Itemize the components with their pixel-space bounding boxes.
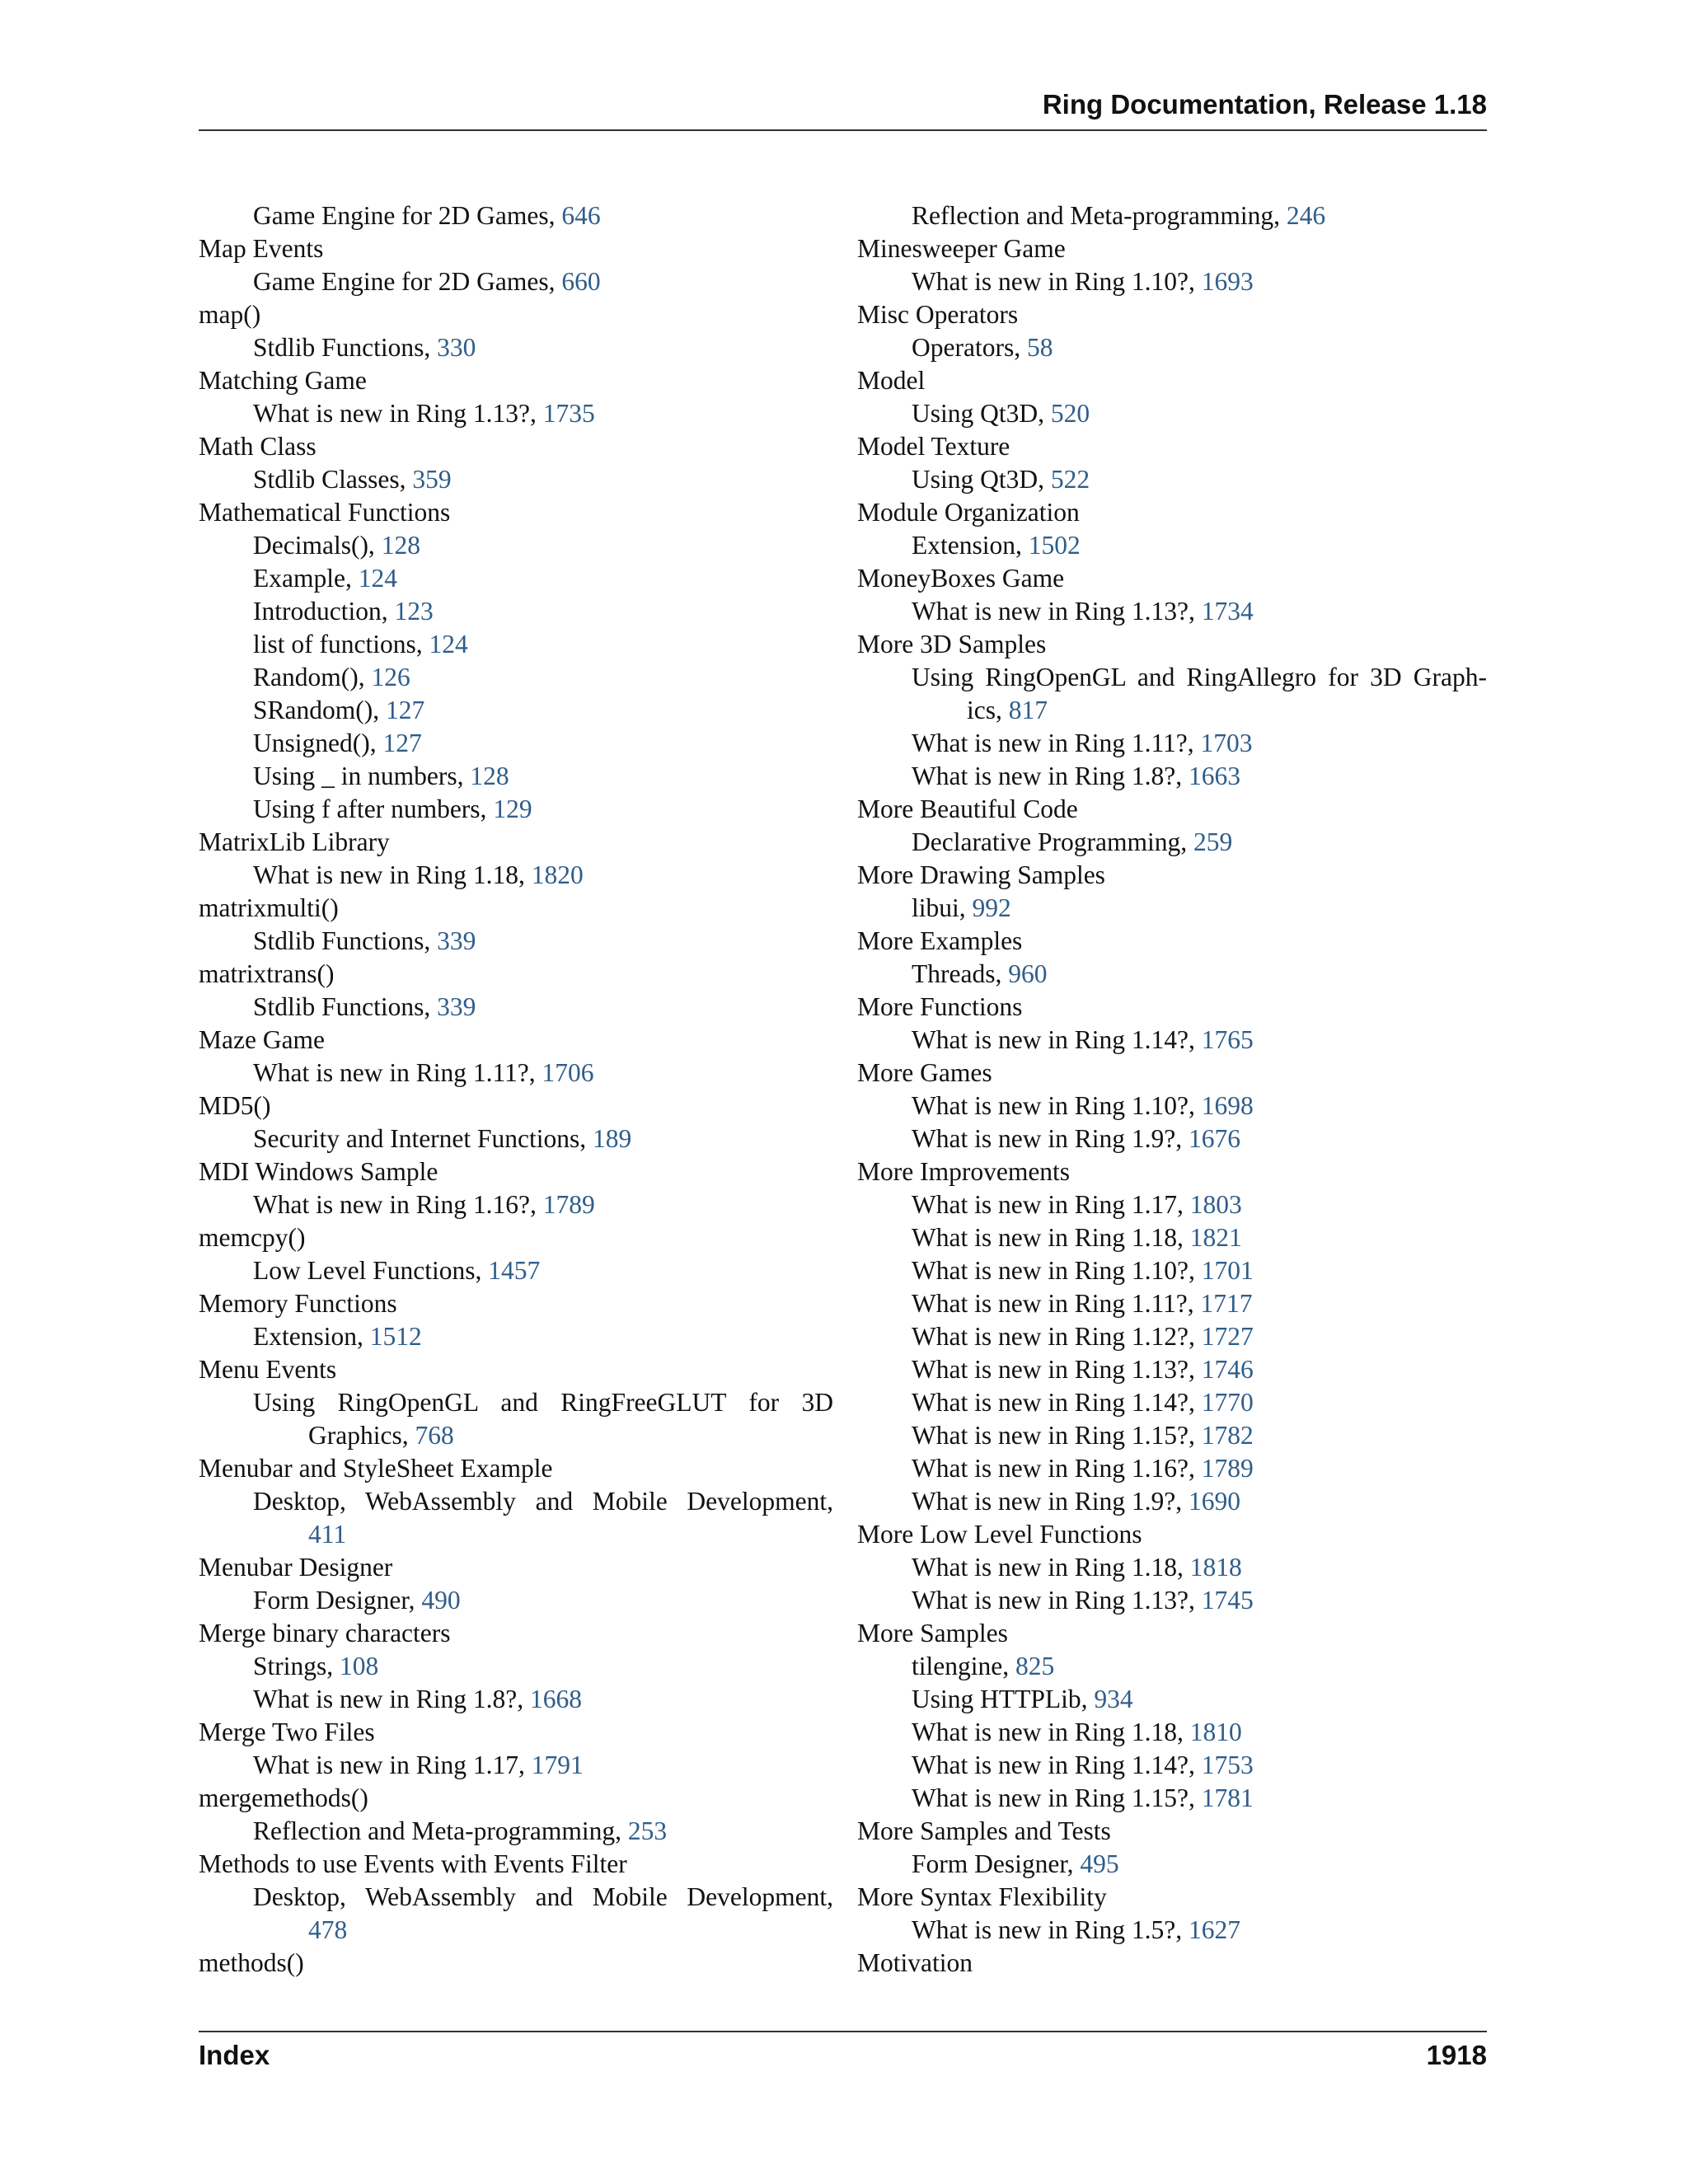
index-subentry (857, 1683, 1487, 1716)
entry-text: Model Texture (857, 432, 1010, 461)
page-link[interactable]: 1502 (1028, 531, 1081, 560)
page-link[interactable]: 189 (593, 1124, 632, 1153)
page-link[interactable]: 339 (437, 926, 476, 955)
index-subentry (857, 397, 1487, 430)
index-subentry (199, 1650, 833, 1683)
entry-text: Desktop, WebAssembly and Mobile Development, (253, 1487, 833, 1516)
entry-text: Threads, (912, 959, 1009, 988)
entry-text: What is new in Ring 1.13?, (912, 597, 1202, 626)
entry-text: Form Designer, (912, 1849, 1081, 1878)
entry-text: matrixmulti() (199, 893, 339, 922)
entry-text: What is new in Ring 1.17, (912, 1190, 1190, 1219)
entry-text: What is new in Ring 1.12?, (912, 1322, 1202, 1351)
entry-text: What is new in Ring 1.17, (253, 1750, 532, 1779)
entry-text: What is new in Ring 1.18, (912, 1553, 1190, 1582)
index-term (199, 958, 833, 991)
page-link[interactable]: 1803 (1189, 1190, 1242, 1219)
index-term (199, 1848, 833, 1881)
page-link[interactable]: 1789 (1201, 1454, 1254, 1483)
page-link[interactable]: 660 (561, 267, 601, 296)
entry-text: Merge Two Files (199, 1718, 375, 1746)
page-link[interactable]: 124 (358, 564, 397, 593)
entry-text: MDI Windows Sample (199, 1157, 438, 1186)
index-subentry (857, 1551, 1487, 1584)
page-link[interactable]: 411 (308, 1520, 347, 1549)
index-term (199, 892, 833, 925)
entry-text: ics, (967, 696, 1009, 724)
index-subentry (857, 1221, 1487, 1254)
page-link[interactable]: 646 (561, 201, 601, 230)
entry-text: Maze Game (199, 1025, 326, 1054)
page-link[interactable]: 1703 (1200, 729, 1253, 757)
index-term (199, 1353, 833, 1386)
page-link[interactable]: 825 (1015, 1652, 1055, 1680)
index-subentry (199, 1485, 833, 1518)
entry-text: Reflection and Meta-programming, (912, 201, 1287, 230)
page-link[interactable]: 1693 (1201, 267, 1254, 296)
entry-text: Using Qt3D, (912, 399, 1051, 428)
entry-text: tilengine, (912, 1652, 1015, 1680)
index-subentry (199, 1881, 833, 1914)
index-subentry (857, 1353, 1487, 1386)
entry-text: Using _ in numbers, (253, 762, 471, 790)
entry-text: Strings, (253, 1652, 340, 1680)
entry-text: Reflection and Meta-programming, (253, 1816, 628, 1845)
entry-text: Desktop, WebAssembly and Mobile Development, (253, 1882, 833, 1911)
page-link[interactable]: 359 (412, 465, 452, 494)
index-term (857, 1947, 1487, 1980)
index-subentry (199, 628, 833, 661)
index-term (857, 1815, 1487, 1848)
entry-text: Graphics, (308, 1421, 415, 1450)
index-term (199, 496, 833, 529)
index-term (199, 232, 833, 265)
entry-text: Stdlib Functions, (253, 992, 438, 1021)
index-subentry (199, 1584, 833, 1617)
page-link[interactable]: 128 (470, 762, 509, 790)
entry-text: MoneyBoxes Game (857, 564, 1065, 593)
entry-text: What is new in Ring 1.8?, (912, 762, 1189, 790)
index-subentry (199, 1320, 833, 1353)
entry-text: Stdlib Functions, (253, 333, 438, 362)
entry-text: Declarative Programming, (912, 827, 1194, 856)
page-link[interactable]: 992 (972, 893, 1011, 922)
entry-text: What is new in Ring 1.14?, (912, 1750, 1202, 1779)
page-link[interactable]: 128 (381, 531, 420, 560)
entry-text: More 3D Samples (857, 630, 1047, 658)
entry-text: map() (199, 300, 261, 329)
page-link[interactable]: 520 (1050, 399, 1090, 428)
index-subentry (199, 562, 833, 595)
entry-text: What is new in Ring 1.18, (912, 1718, 1190, 1746)
index-subentry (857, 1419, 1487, 1452)
page-link[interactable]: 817 (1008, 696, 1048, 724)
entry-text: Extension, (253, 1322, 370, 1351)
page-link[interactable]: 1701 (1201, 1256, 1254, 1285)
index-term (199, 1617, 833, 1650)
index-subentry (199, 1683, 833, 1716)
page-link[interactable]: 253 (627, 1816, 668, 1845)
index-subentry (857, 1782, 1487, 1815)
index-term (857, 628, 1487, 661)
page-link[interactable]: 1810 (1189, 1718, 1242, 1746)
index-term (857, 1155, 1487, 1188)
index-term (199, 1287, 833, 1320)
index-subentry-continuation (199, 1518, 833, 1551)
entry-text: What is new in Ring 1.15?, (912, 1421, 1202, 1450)
entry-text: Model (857, 366, 926, 395)
page-link[interactable]: 1512 (369, 1322, 422, 1351)
footer-section-label: Index (199, 2040, 270, 2070)
entry-text: Game Engine for 2D Games, (253, 267, 562, 296)
header-rule (199, 129, 1487, 131)
index-subentry (857, 661, 1487, 694)
entry-text: Unsigned(), (253, 729, 383, 757)
entry-text: Stdlib Functions, (253, 926, 438, 955)
entry-text: Motivation (857, 1948, 973, 1977)
page-link[interactable]: 127 (386, 696, 425, 724)
entry-text: Extension, (912, 531, 1029, 560)
index-term (199, 1452, 833, 1485)
entry-text: Using RingOpenGL and RingFreeGLUT for 3D (253, 1388, 833, 1417)
page-link[interactable]: 1668 (529, 1685, 582, 1713)
page-link[interactable]: 1818 (1189, 1553, 1242, 1582)
index-subentry (857, 1122, 1487, 1155)
index-term (857, 859, 1487, 892)
page-link[interactable]: 1753 (1201, 1750, 1254, 1779)
entry-text: More Samples (857, 1619, 1008, 1647)
index-subentry (199, 1749, 833, 1782)
entry-text: What is new in Ring 1.13?, (912, 1355, 1202, 1384)
index-subentry (857, 529, 1487, 562)
entry-text: Stdlib Classes, (253, 465, 413, 494)
entry-text: Minesweeper Game (857, 234, 1066, 263)
index-subentry-continuation (857, 694, 1487, 727)
page-link[interactable]: 1627 (1188, 1915, 1240, 1944)
index-term (857, 793, 1487, 826)
index-subentry (857, 760, 1487, 793)
index-subentry (857, 1485, 1487, 1518)
page-link[interactable]: 127 (382, 729, 422, 757)
entry-text: Using RingOpenGL and RingAllegro for 3D Graph- (912, 663, 1487, 691)
entry-text: Using HTTPLib, (912, 1685, 1095, 1713)
page-link[interactable]: 126 (371, 663, 410, 691)
page-link[interactable]: 124 (429, 630, 468, 658)
entry-text: What is new in Ring 1.15?, (912, 1783, 1202, 1812)
page-link[interactable]: 339 (437, 992, 476, 1021)
index-subentry (857, 1287, 1487, 1320)
index-subentry (857, 595, 1487, 628)
entry-text: Menubar and StyleSheet Example (199, 1454, 553, 1483)
entry-text: Menu Events (199, 1355, 337, 1384)
page-link[interactable]: 490 (421, 1586, 461, 1615)
entry-text: Form Designer, (253, 1586, 422, 1615)
index-term (199, 826, 833, 859)
entry-text: What is new in Ring 1.11?, (253, 1058, 542, 1087)
page-link[interactable]: 1663 (1188, 762, 1240, 790)
index-subentry (857, 1320, 1487, 1353)
page-link[interactable]: 259 (1193, 827, 1233, 856)
index-subentry (199, 760, 833, 793)
entry-text: Example, (253, 564, 359, 593)
entry-text: Game Engine for 2D Games, (253, 201, 562, 230)
page-link[interactable]: 129 (493, 794, 532, 823)
index-term (199, 1024, 833, 1057)
index-subentry (199, 529, 833, 562)
index-term (199, 1716, 833, 1749)
index-subentry (857, 463, 1487, 496)
entry-text: Misc Operators (857, 300, 1019, 329)
index-subentry (199, 661, 833, 694)
index-term (857, 1881, 1487, 1914)
index-subentry (857, 1254, 1487, 1287)
entry-text: What is new in Ring 1.16?, (253, 1190, 543, 1219)
index-column-right (857, 199, 1487, 1980)
page-link[interactable]: 1698 (1201, 1091, 1254, 1120)
entry-text: Mathematical Functions (199, 498, 451, 527)
entry-text: What is new in Ring 1.5?, (912, 1915, 1189, 1944)
page-link[interactable]: 1727 (1201, 1322, 1254, 1351)
page-link[interactable]: 246 (1286, 201, 1326, 230)
page-link[interactable]: 495 (1080, 1849, 1119, 1878)
page-link[interactable]: 330 (437, 333, 476, 362)
entry-text: memcpy() (199, 1223, 306, 1252)
footer-page-number: 1918 (1426, 2040, 1487, 2070)
entry-text: matrixtrans() (199, 959, 335, 988)
entry-text: More Low Level Functions (857, 1520, 1142, 1549)
entry-text: More Drawing Samples (857, 860, 1105, 889)
entry-text: What is new in Ring 1.18, (912, 1223, 1190, 1252)
index-subentry (857, 727, 1487, 760)
page-link[interactable]: 478 (308, 1915, 348, 1944)
entry-text: Low Level Functions, (253, 1256, 489, 1285)
index-term (857, 1057, 1487, 1090)
entry-text: Merge binary characters (199, 1619, 451, 1647)
entry-text: Menubar Designer (199, 1553, 393, 1582)
page-link[interactable]: 1676 (1188, 1124, 1240, 1153)
entry-text: Using f after numbers, (253, 794, 494, 823)
entry-text: What is new in Ring 1.14?, (912, 1025, 1202, 1054)
index-term (857, 1518, 1487, 1551)
page-link[interactable]: 1735 (542, 399, 595, 428)
entry-text: What is new in Ring 1.18, (253, 860, 532, 889)
page-link[interactable]: 934 (1094, 1685, 1133, 1713)
entry-text: Introduction, (253, 597, 395, 626)
entry-text: Random(), (253, 663, 372, 691)
entry-text: Operators, (912, 333, 1027, 362)
entry-text: libui, (912, 893, 973, 922)
page-link[interactable]: 1717 (1200, 1289, 1253, 1318)
entry-text: More Improvements (857, 1157, 1071, 1186)
page-link[interactable]: 1782 (1201, 1421, 1254, 1450)
index-subentry (857, 958, 1487, 991)
entry-text: Using Qt3D, (912, 465, 1051, 494)
index-subentry (857, 1090, 1487, 1122)
entry-text: What is new in Ring 1.9?, (912, 1487, 1189, 1516)
entry-text: Matching Game (199, 366, 367, 395)
entry-text: What is new in Ring 1.8?, (253, 1685, 530, 1713)
index-subentry (199, 265, 833, 298)
page-link[interactable]: 1457 (488, 1256, 541, 1285)
index-subentry (199, 991, 833, 1024)
index-subentry (199, 463, 833, 496)
index-subentry (199, 793, 833, 826)
entry-text: More Examples (857, 926, 1023, 955)
index-subentry (199, 694, 833, 727)
index-subentry (199, 1254, 833, 1287)
index-term (199, 1947, 833, 1980)
index-term (857, 364, 1487, 397)
page-header: Ring Documentation, Release 1.18 (1042, 89, 1487, 120)
page-link[interactable]: 768 (415, 1421, 454, 1450)
entry-text: Methods to use Events with Events Filter (199, 1849, 627, 1878)
index-subentry-continuation (199, 1914, 833, 1947)
index-subentry (199, 1057, 833, 1090)
page-link[interactable]: 1789 (542, 1190, 595, 1219)
index-term (199, 1155, 833, 1188)
index-subentry (199, 925, 833, 958)
entry-text: What is new in Ring 1.10?, (912, 1256, 1202, 1285)
index-subentry (199, 199, 833, 232)
index-subentry (857, 265, 1487, 298)
page-link[interactable]: 1690 (1188, 1487, 1240, 1516)
page-link[interactable]: 1746 (1201, 1355, 1254, 1384)
footer-rule (199, 2031, 1487, 2032)
index-subentry (199, 331, 833, 364)
entry-text: What is new in Ring 1.11?, (912, 729, 1201, 757)
page-link[interactable]: 1745 (1201, 1586, 1254, 1615)
index-subentry (857, 1716, 1487, 1749)
index-term (857, 562, 1487, 595)
entry-text: Module Organization (857, 498, 1080, 527)
index-subentry (857, 331, 1487, 364)
page-link[interactable]: 1820 (531, 860, 584, 889)
index-subentry (199, 595, 833, 628)
index-term (199, 1221, 833, 1254)
index-term (857, 232, 1487, 265)
index-subentry (857, 1650, 1487, 1683)
page-link[interactable]: 960 (1008, 959, 1048, 988)
entry-text: More Beautiful Code (857, 794, 1078, 823)
page-link[interactable]: 1781 (1201, 1783, 1254, 1812)
index-term (199, 1782, 833, 1815)
page-link[interactable]: 1791 (531, 1750, 584, 1779)
entry-text: More Games (857, 1058, 992, 1087)
index-subentry (199, 1122, 833, 1155)
page-link[interactable]: 58 (1026, 333, 1053, 362)
entry-text: MD5() (199, 1091, 271, 1120)
entry-text: What is new in Ring 1.9?, (912, 1124, 1189, 1153)
index-subentry (857, 1188, 1487, 1221)
index-term (857, 298, 1487, 331)
page-link[interactable]: 108 (340, 1652, 379, 1680)
index-subentry (857, 826, 1487, 859)
entry-text: Map Events (199, 234, 324, 263)
index-term (857, 430, 1487, 463)
page-link[interactable]: 1765 (1201, 1025, 1254, 1054)
index-column-left (199, 199, 833, 1980)
index-subentry-continuation (199, 1419, 833, 1452)
page-link[interactable]: 1706 (542, 1058, 594, 1087)
index-term (857, 925, 1487, 958)
entry-text: What is new in Ring 1.16?, (912, 1454, 1202, 1483)
page-link[interactable]: 1821 (1189, 1223, 1242, 1252)
entry-text: MatrixLib Library (199, 827, 390, 856)
index-term (199, 430, 833, 463)
index-term (857, 496, 1487, 529)
index-subentry (857, 1584, 1487, 1617)
entry-text: More Samples and Tests (857, 1816, 1111, 1845)
index-subentry (857, 1848, 1487, 1881)
index-subentry (857, 1024, 1487, 1057)
entry-text: What is new in Ring 1.14?, (912, 1388, 1202, 1417)
entry-text: SRandom(), (253, 696, 386, 724)
page-link[interactable]: 1734 (1201, 597, 1254, 626)
page-link[interactable]: 522 (1050, 465, 1090, 494)
index-subentry (857, 1749, 1487, 1782)
index-term (199, 298, 833, 331)
index-subentry (857, 892, 1487, 925)
entry-text: Math Class (199, 432, 316, 461)
index-term (199, 1551, 833, 1584)
index-subentry (199, 1815, 833, 1848)
index-subentry (199, 859, 833, 892)
entry-text: mergemethods() (199, 1783, 368, 1812)
entry-text: What is new in Ring 1.10?, (912, 267, 1202, 296)
entry-text: More Syntax Flexibility (857, 1882, 1107, 1911)
entry-text: More Functions (857, 992, 1023, 1021)
index-subentry (857, 1452, 1487, 1485)
index-term (857, 991, 1487, 1024)
index-subentry (199, 397, 833, 430)
entry-text: What is new in Ring 1.13?, (253, 399, 543, 428)
entry-text: methods() (199, 1948, 304, 1977)
index-term (199, 1090, 833, 1122)
index-subentry (199, 1386, 833, 1419)
index-term (857, 1617, 1487, 1650)
index-subentry (199, 727, 833, 760)
index-subentry (857, 1386, 1487, 1419)
index-subentry (199, 1188, 833, 1221)
entry-text: What is new in Ring 1.10?, (912, 1091, 1202, 1120)
entry-text: Memory Functions (199, 1289, 397, 1318)
index-subentry (857, 1914, 1487, 1947)
index-subentry (857, 199, 1487, 232)
entry-text: What is new in Ring 1.13?, (912, 1586, 1202, 1615)
entry-text: Security and Internet Functions, (253, 1124, 593, 1153)
entry-text: Decimals(), (253, 531, 382, 560)
entry-text: What is new in Ring 1.11?, (912, 1289, 1201, 1318)
index-term (199, 364, 833, 397)
page-link[interactable]: 1770 (1201, 1388, 1254, 1417)
entry-text: list of functions, (253, 630, 429, 658)
page-link[interactable]: 123 (394, 597, 434, 626)
